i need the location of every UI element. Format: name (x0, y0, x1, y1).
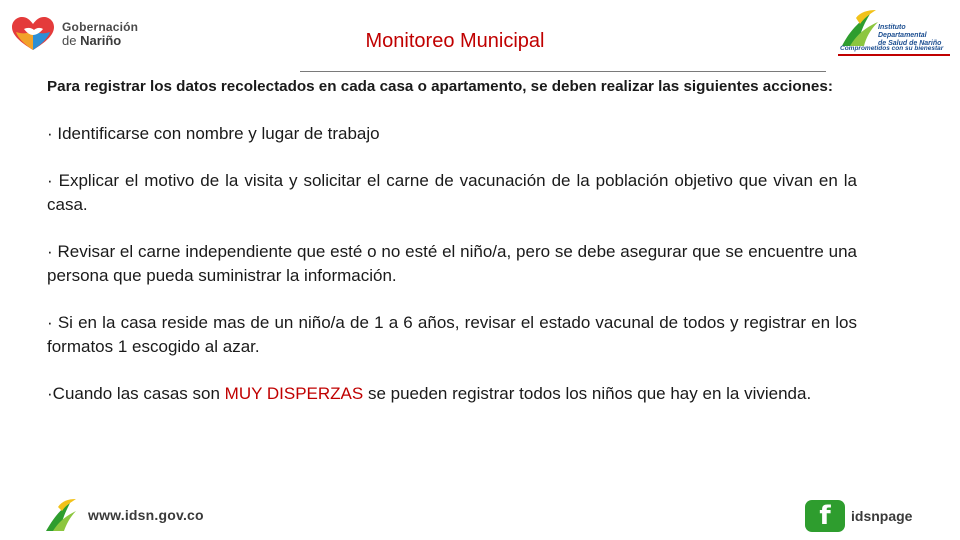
leaf-logo-icon (44, 497, 80, 533)
gob-logo-line2 (62, 34, 138, 48)
intro-paragraph: Para registrar los datos recolectados en cada casa o apartamento, se deben realizar las siguientes acciones: (47, 78, 833, 95)
instruction-item-5 (47, 382, 857, 406)
idsn-logo-tagline: Comprometidos con su bienestar (840, 45, 944, 52)
instruction-item-4: · Si en la casa reside mas de un niño/a de 1 a 6 años, revisar el estado vacunal de todos y registrar en los formatos 1 escogido al azar. (47, 313, 857, 356)
instruction-item-3: · Revisar el carne independiente que esté o no esté el niño/a, pero se debe asegurar que se encuentre una persona que pueda suministrar la información. (47, 242, 857, 285)
social-page-link[interactable]: idsnpage (851, 508, 913, 524)
idsn-logo-line1: Instituto (878, 24, 906, 31)
facebook-icon[interactable]: f (805, 500, 845, 532)
header-divider (300, 71, 826, 72)
instruction-item-5-highlight: MUY DISPERZAS (224, 384, 364, 403)
idsn-logo-line3: de Salud de Nariño (878, 40, 942, 47)
idsn-logo (834, 8, 952, 56)
gob-logo-prefix: de (62, 33, 81, 48)
instructions-content (47, 76, 857, 429)
idsn-logo-line2: Departamental (878, 32, 927, 39)
page-title: Monitoreo Municipal (365, 30, 545, 52)
footer-social[interactable] (805, 500, 912, 532)
website-link[interactable]: www.idsn.gov.co (88, 507, 204, 523)
instruction-item-1: · Identificarse con nombre y lugar de trabajo (47, 124, 380, 143)
gobernacion-narino-logo (10, 14, 145, 54)
heart-hand-logo-icon (10, 16, 56, 52)
idsn-logo-rule (838, 54, 950, 56)
instruction-item-5-before: ·Cuando las casas son (47, 384, 225, 403)
gob-logo-line1: Gobernación (62, 20, 139, 34)
instruction-item-2: · Explicar el motivo de la visita y solicitar el carne de vacunación de la población objetivo que vivan en la casa. (47, 171, 857, 214)
instruction-item-5-after: se pueden registrar todos los niños que hay en la vivienda. (363, 384, 812, 403)
footer-website[interactable] (44, 497, 204, 533)
gob-logo-name: Nariño (80, 33, 122, 48)
